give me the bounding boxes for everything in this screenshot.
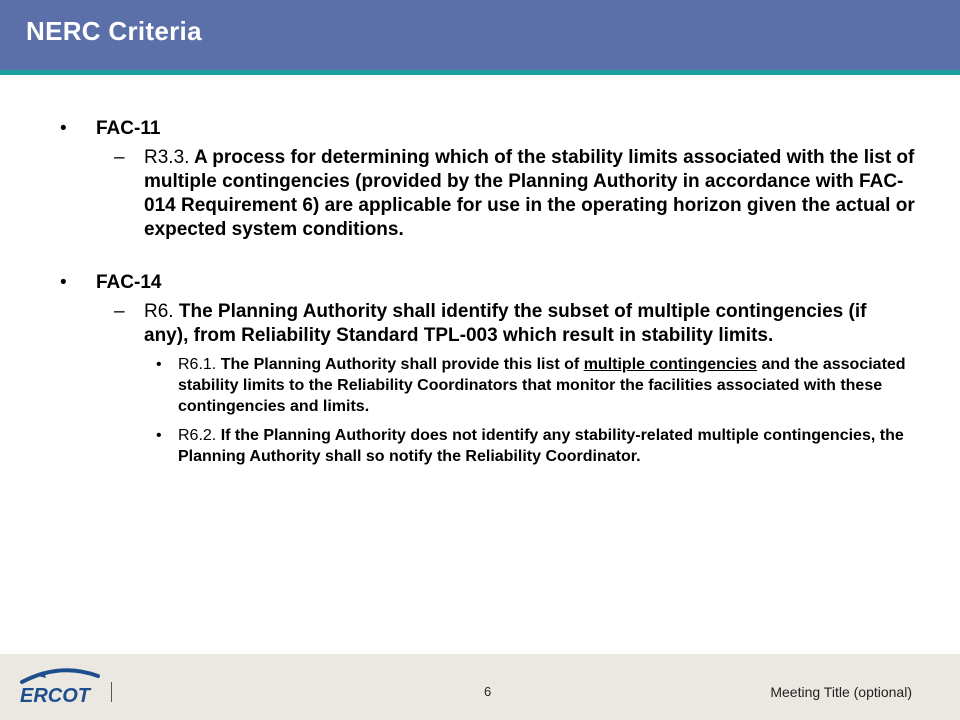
footer xyxy=(0,654,960,720)
slide-body xyxy=(56,116,916,467)
requirement-text: and the associated stability limits to the Reliability Coordinators that monitor the facilities associated with these contingencies and limits. xyxy=(178,356,906,415)
bullet-marker: • xyxy=(60,272,67,293)
bullet-fac-11 xyxy=(56,116,916,142)
item-r6-1 xyxy=(56,354,916,417)
requirement-text: The Planning Authority shall identify the subset of multiple contingencies (if any), from Reliability Standard TPL-003 which result in stability limits. xyxy=(144,301,867,346)
dash-marker: – xyxy=(114,147,125,168)
dash-marker: – xyxy=(114,301,125,322)
bullet-heading: FAC-14 xyxy=(96,272,162,293)
title-rule xyxy=(0,70,960,75)
requirement-text: If the Planning Authority does not identify any stability-related multiple contingencies, the Planning Authority shall so notify the Reliability Coordinator. xyxy=(178,427,904,465)
page-number: 6 xyxy=(484,684,492,699)
bullet-marker: • xyxy=(156,427,162,444)
requirement-ref: R6.1. xyxy=(178,356,217,373)
sub-bullet-r6 xyxy=(56,300,916,348)
title-bar xyxy=(0,0,960,70)
requirement-ref: R6. xyxy=(144,301,174,322)
slide-title: NERC Criteria xyxy=(26,16,202,46)
meeting-title: Meeting Title (optional) xyxy=(770,684,912,700)
ercot-logo xyxy=(14,662,106,708)
sub-bullet-r3-3 xyxy=(56,146,916,242)
footer-divider xyxy=(111,682,112,702)
requirement-text: The Planning Authority shall provide this list of xyxy=(220,356,580,373)
logo-text: ERCOT xyxy=(20,685,90,707)
bullet-fac-14 xyxy=(56,270,916,296)
requirement-ref: R3.3. xyxy=(144,147,190,168)
requirement-text: A process for determining which of the stability limits associated with the list of multiple contingencies (provided by the Planning Authority in accordance with FAC-014 Requirement 6) are applicable for use in the operating horizon given the actual or expected system conditions. xyxy=(144,147,915,240)
bullet-marker: • xyxy=(156,356,162,373)
item-r6-2 xyxy=(56,425,916,467)
underlined-term: multiple contingencies xyxy=(583,356,758,373)
ercot-logo-graphic xyxy=(14,662,106,708)
bullet-marker: • xyxy=(60,118,67,139)
bullet-heading: FAC-11 xyxy=(96,118,161,139)
requirement-ref: R6.2. xyxy=(178,427,217,444)
